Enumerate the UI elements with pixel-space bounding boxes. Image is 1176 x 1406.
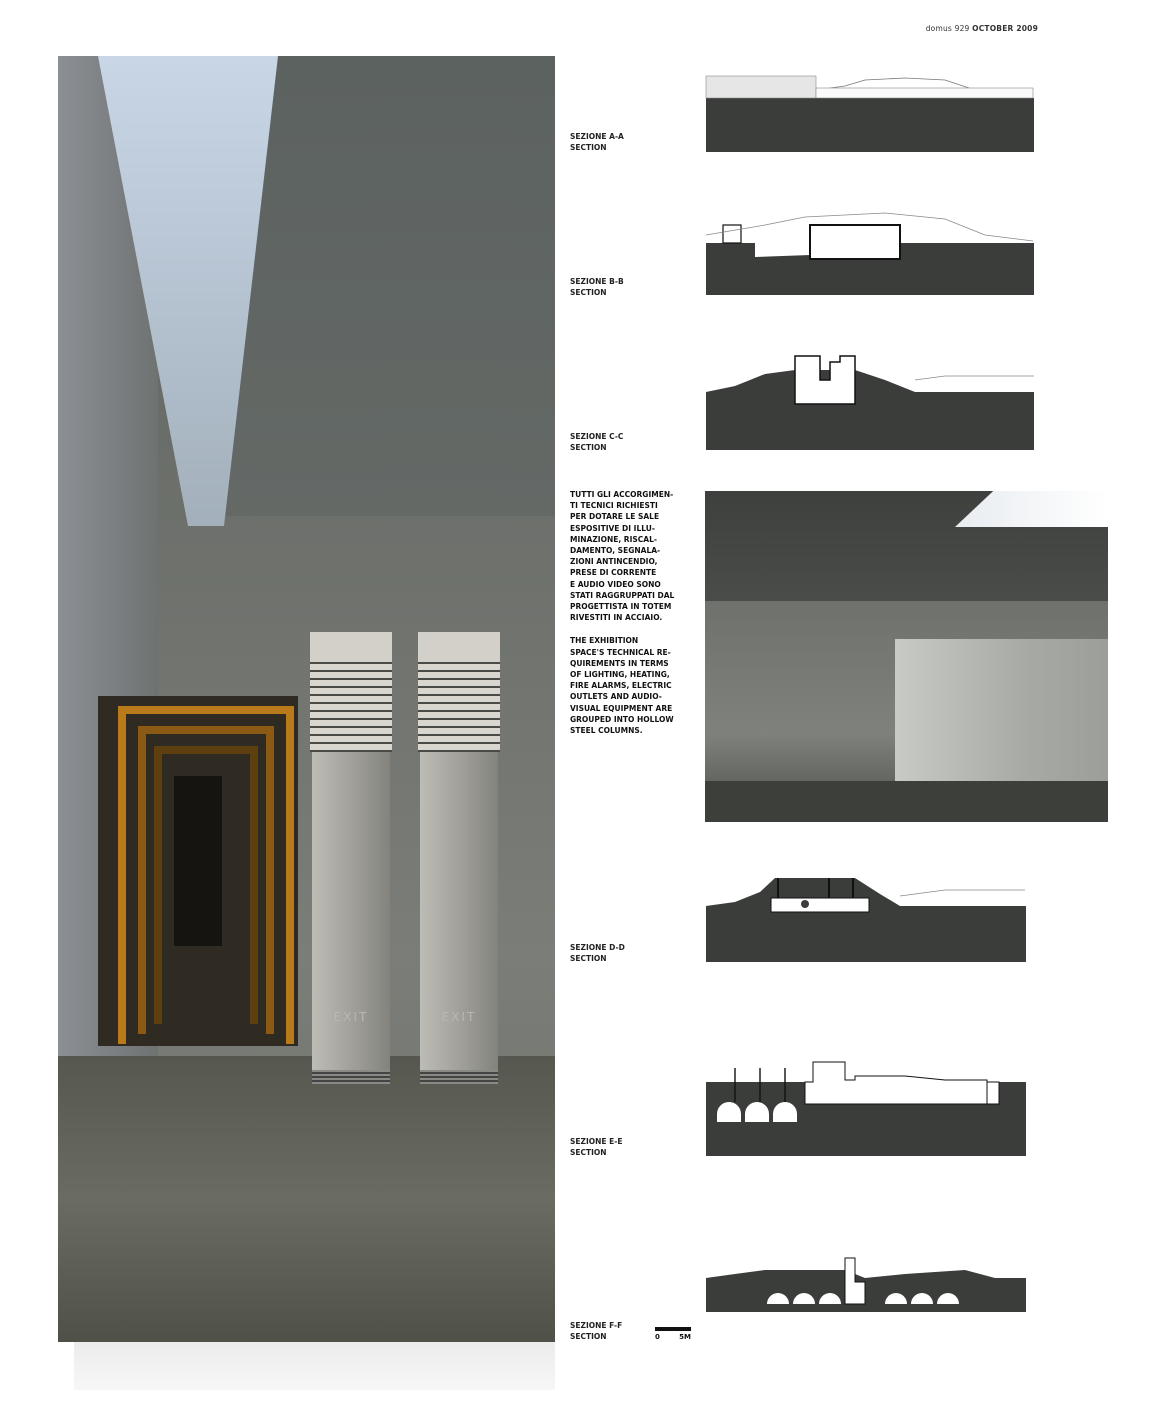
section-f-f-label: SEZIONE F-F SECTION bbox=[570, 1321, 623, 1341]
section-e-e-drawing bbox=[705, 1058, 1027, 1158]
section-b-b-drawing bbox=[705, 205, 1035, 297]
caption-italian: TUTTI GLI ACCORGIMEN- TI TECNICI RICHIESTI PER DOTARE LE SALE ESPOSITIVE DI ILLU- MINAZIONE, RISCAL- DAMENTO, SEGNALA- ZIONI ANTINCENDIO, PRESE DI CORRENTE E AUDIO VIDEO SONO STATI RAGGRUPPATI DAL PROGETTISTA IN TOTEM RIVESTITI IN ACCIAIO. bbox=[570, 490, 675, 623]
photo-floor bbox=[58, 1056, 555, 1342]
caption-english: THE EXHIBITION SPACE'S TECHNICAL RE- QUIREMENTS IN TERMS OF LIGHTING, HEATING, FIRE ALARMS, ELECTRIC OUTLETS AND AUDIO- VISUAL EQUIPMENT ARE GROUPED INTO HOLLOW STEEL COLUMNS. bbox=[570, 636, 674, 736]
main-photo bbox=[58, 56, 555, 1342]
scale-end: 5M bbox=[679, 1333, 691, 1341]
steel-totem-right bbox=[420, 632, 498, 1084]
caption-text bbox=[570, 489, 700, 748]
photo-corridor bbox=[98, 696, 298, 1046]
section-b-b-label: SEZIONE B-B SECTION bbox=[570, 277, 624, 297]
section-f-f-drawing bbox=[705, 1254, 1027, 1314]
magazine-issue: domus 929 bbox=[925, 24, 970, 33]
section-c-c-label: SEZIONE C-C SECTION bbox=[570, 432, 624, 452]
section-c-c-drawing bbox=[705, 352, 1035, 452]
exit-sign: EXIT bbox=[441, 1010, 477, 1024]
section-a-a-drawing bbox=[705, 68, 1035, 154]
section-a-a-label: SEZIONE A-A SECTION bbox=[570, 132, 624, 152]
section-d-d-label: SEZIONE D-D SECTION bbox=[570, 943, 625, 963]
scale-start: 0 bbox=[655, 1333, 660, 1341]
exit-sign: EXIT bbox=[333, 1010, 369, 1024]
section-d-d-drawing bbox=[705, 872, 1027, 964]
page-header bbox=[926, 24, 1038, 33]
section-e-e-label: SEZIONE E-E SECTION bbox=[570, 1137, 623, 1157]
room-photo bbox=[705, 491, 1108, 822]
page-shadow bbox=[74, 1342, 555, 1390]
issue-date: OCTOBER 2009 bbox=[972, 24, 1038, 33]
steel-totem-left bbox=[312, 632, 390, 1084]
scale-bar bbox=[655, 1327, 691, 1341]
